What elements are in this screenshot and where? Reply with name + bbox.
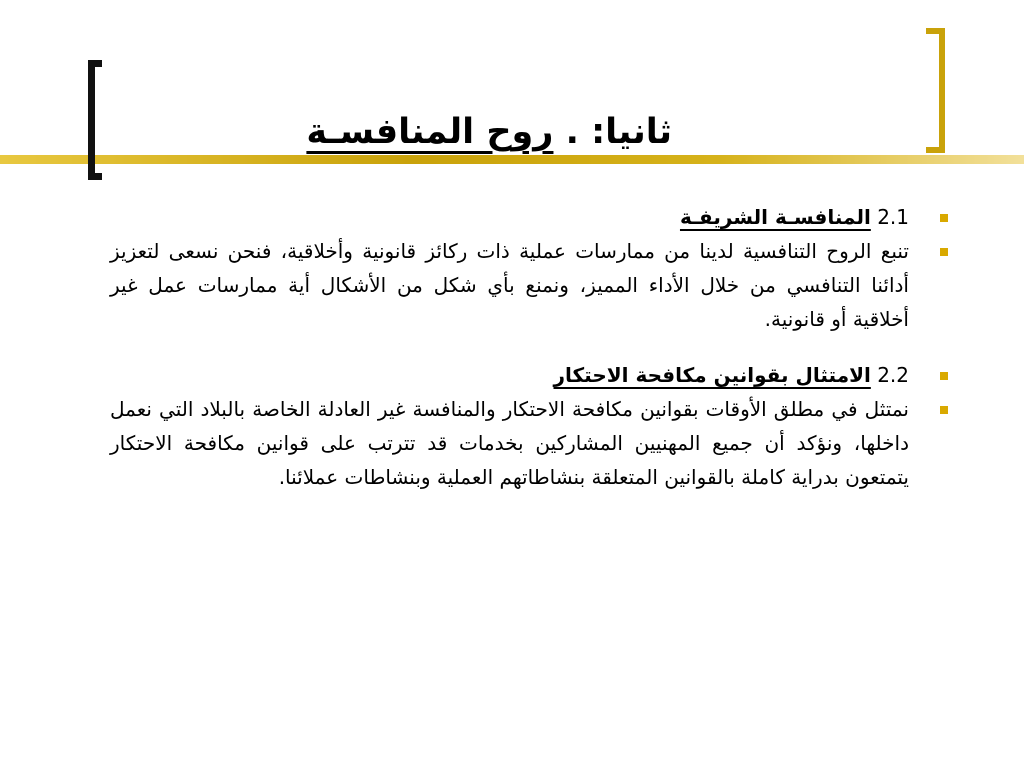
slide-content [110, 200, 963, 494]
section-heading-text: المنافسـة الشريفـة [679, 205, 871, 229]
left-bracket-decoration [88, 60, 102, 180]
section-heading-text: الامتثال بقوانين مكافحة الاحتكار [553, 363, 871, 387]
section-number: 2.2 [877, 363, 909, 387]
slide-title [306, 110, 672, 154]
square-bullet-icon [940, 372, 948, 380]
section-number: 2.1 [877, 205, 909, 229]
right-bracket-decoration [926, 28, 945, 153]
title-prefix: ثانيا: . [565, 112, 672, 152]
section-heading-2-1 [110, 200, 963, 234]
square-bullet-icon [940, 214, 948, 222]
paragraph-text: تنبع الروح التنافسية لدينا من ممارسات عملية ذات ركائز قانونية وأخلاقية، فنحن نسعى لتعزيز أدائنا التنافسي من خلال الأداء المميز، ونمنع بأي شكل من الأشكال أية ممارسات عمل غير أخلاقية أو قانونية. [110, 239, 909, 331]
title-main: روح المنافسـة [306, 112, 554, 152]
title-accent-bar [0, 155, 1024, 164]
section-heading-2-2 [110, 358, 963, 392]
paragraph-fair-competition [110, 234, 963, 336]
square-bullet-icon [940, 248, 948, 256]
paragraph-antitrust [110, 392, 963, 494]
paragraph-text: نمتثل في مطلق الأوقات بقوانين مكافحة الاحتكار والمنافسة غير العادلة الخاصة بالبلاد التي نعمل داخلها، ونؤكد أن جميع المهنيين المشاركين بخدمات قد تترتب على قوانين مكافحة الاحتكار يتمتعون بدراية كاملة بالقوانين المتعلقة بنشاطاتهم العملية وبنشاطات عملائنا. [110, 397, 909, 489]
square-bullet-icon [940, 406, 948, 414]
